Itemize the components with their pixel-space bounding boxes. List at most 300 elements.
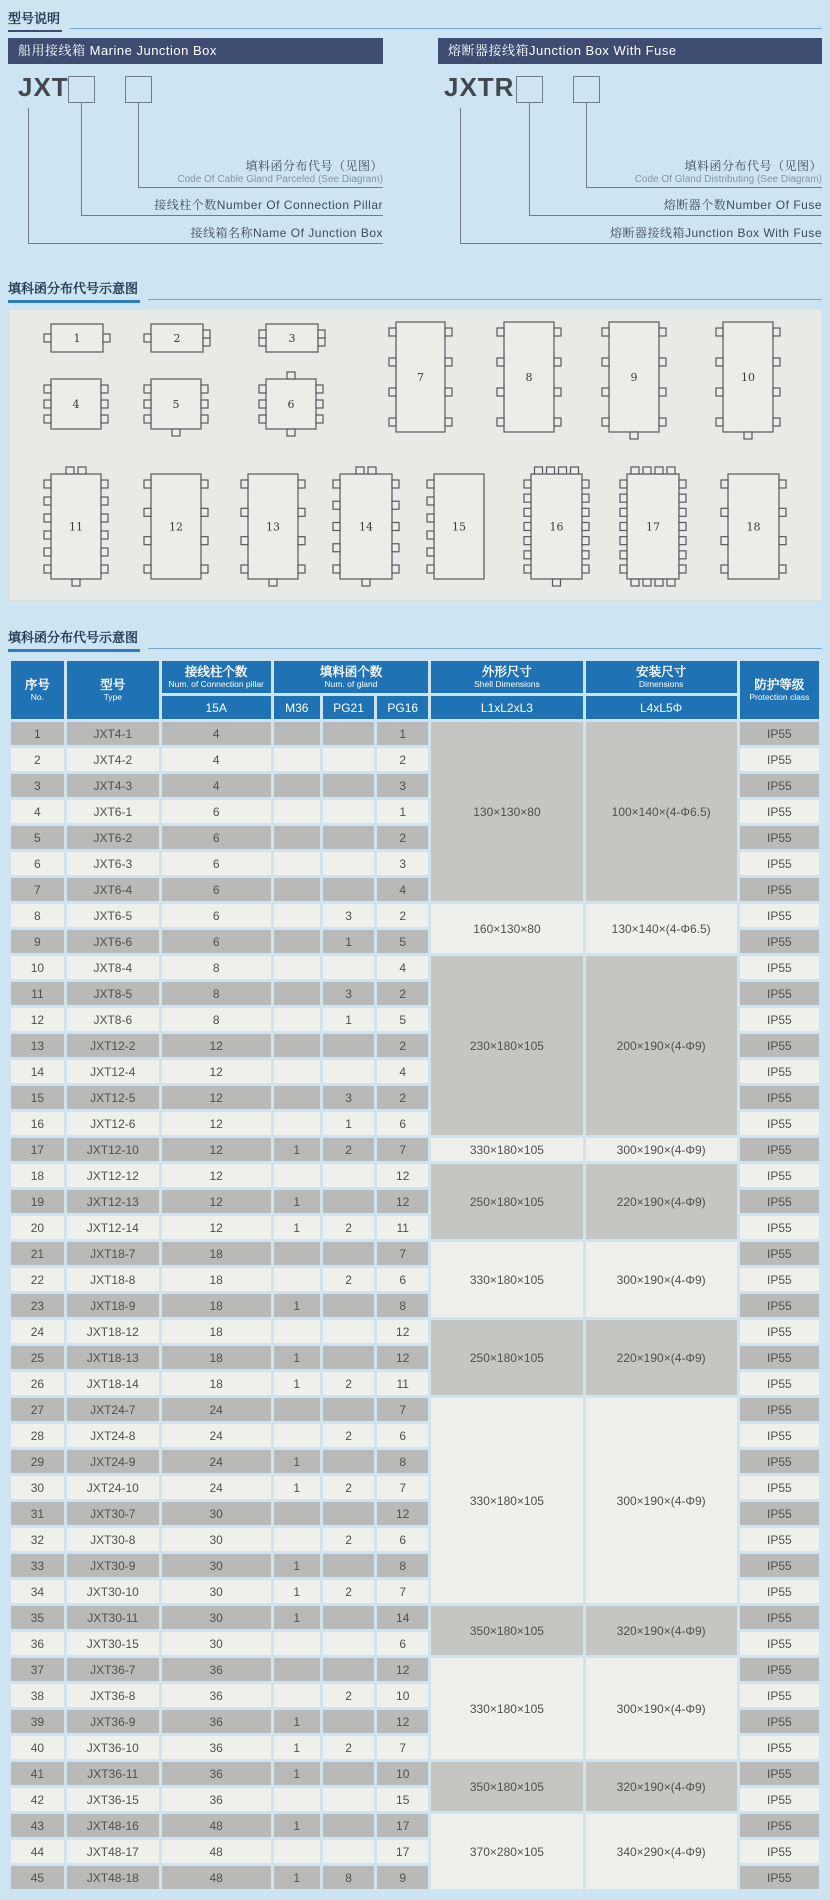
cell-protection-class: IP55	[740, 1632, 819, 1655]
model-legend	[8, 38, 822, 254]
col-header-type: 型号 Type	[67, 661, 159, 719]
gland-box-6-tab	[259, 400, 266, 408]
cell-m36	[274, 748, 320, 771]
cell-no: 27	[11, 1398, 64, 1421]
gland-box-4-tab	[44, 400, 51, 408]
cell-type: JXT36-8	[67, 1684, 159, 1707]
cell-pg21: 2	[323, 1528, 374, 1551]
gland-box-17-tab	[620, 523, 627, 531]
cell-protection-class: IP55	[740, 1086, 819, 1109]
cell-shell-dimensions: 160×130×80	[431, 904, 582, 953]
cell-m36: 1	[274, 1190, 320, 1213]
gland-box-5-tab	[144, 400, 151, 408]
legend-jxtr-header: 熔断器接线箱Junction Box With Fuse	[438, 38, 822, 64]
model-code-box	[516, 76, 543, 103]
cell-protection-class: IP55	[740, 956, 819, 979]
gland-box-17-tab	[679, 537, 686, 545]
gland-box-17-tab	[679, 551, 686, 559]
cell-no: 28	[11, 1424, 64, 1447]
gland-box-5-tab	[172, 429, 180, 436]
cell-pg16: 1	[377, 722, 428, 745]
gland-box-17-tab	[655, 467, 663, 474]
gland-box-17-tab	[620, 565, 627, 573]
cell-m36: 1	[274, 1216, 320, 1239]
cell-pg16: 4	[377, 1060, 428, 1083]
gland-box-3-number: 3	[288, 332, 296, 345]
cell-pg16: 7	[377, 1580, 428, 1603]
cell-mount-dimensions: 320×190×(4-Φ9)	[586, 1762, 737, 1811]
cell-shell-dimensions: 250×180×105	[431, 1164, 582, 1239]
gland-box-17-tab	[667, 579, 675, 586]
legend-jxt-diagram	[8, 64, 383, 254]
cell-m36	[274, 1398, 320, 1421]
cell-pg21: 2	[323, 1736, 374, 1759]
spec-table-body	[11, 722, 819, 1889]
gland-box-6-tab	[316, 415, 323, 423]
gland-box-11-tab	[101, 514, 108, 522]
table-row	[11, 1242, 819, 1265]
gland-box-6-tab	[287, 372, 295, 379]
gland-box-3-tab	[318, 330, 325, 338]
cell-pg16: 10	[377, 1684, 428, 1707]
cell-type: JXT30-7	[67, 1502, 159, 1525]
legend-jxtr	[438, 38, 822, 254]
cell-pg21	[323, 1190, 374, 1213]
gland-box-12-tab	[144, 565, 151, 573]
cell-pg21: 3	[323, 904, 374, 927]
cell-no: 26	[11, 1372, 64, 1395]
cell-mount-dimensions: 300×190×(4-Φ9)	[586, 1398, 737, 1603]
gland-box-16-tab	[535, 467, 543, 474]
cell-pg16: 17	[377, 1840, 428, 1863]
cell-15a: 30	[162, 1580, 271, 1603]
cell-pg21	[323, 1320, 374, 1343]
cell-type: JXT24-8	[67, 1424, 159, 1447]
gland-box-4-number: 4	[72, 398, 80, 411]
cell-pg16: 10	[377, 1762, 428, 1785]
cell-no: 13	[11, 1034, 64, 1057]
gland-box-11-tab	[66, 467, 74, 474]
cell-pg16: 2	[377, 982, 428, 1005]
gland-box-11-tab	[101, 531, 108, 539]
gland-box-2-tab	[203, 338, 210, 346]
cell-pg16: 2	[377, 748, 428, 771]
cell-pg21	[323, 1606, 374, 1629]
cell-no: 19	[11, 1190, 64, 1213]
gland-box-15-tab	[427, 514, 434, 522]
legend-label-zh: 填料函分布代号（见图）	[245, 159, 383, 173]
gland-box-9-tab	[602, 418, 609, 426]
cell-protection-class: IP55	[740, 1528, 819, 1551]
cell-15a: 4	[162, 774, 271, 797]
gland-box-13-tab	[241, 537, 248, 545]
cell-mount-dimensions: 130×140×(4-Φ6.5)	[586, 904, 737, 953]
gland-box-16-tab	[524, 537, 531, 545]
cell-type: JXT36-15	[67, 1788, 159, 1811]
cell-type: JXT24-7	[67, 1398, 159, 1421]
gland-box-17-tab	[631, 467, 639, 474]
gland-box-17-number: 17	[646, 520, 660, 534]
cell-no: 35	[11, 1606, 64, 1629]
cell-15a: 36	[162, 1762, 271, 1785]
cell-protection-class: IP55	[740, 1840, 819, 1863]
cell-pg16: 7	[377, 1736, 428, 1759]
cell-15a: 4	[162, 748, 271, 771]
legend-label	[460, 224, 822, 244]
cell-15a: 36	[162, 1658, 271, 1681]
table-row	[11, 1814, 819, 1837]
gland-box-17-tab	[643, 579, 651, 586]
cell-m36	[274, 1788, 320, 1811]
cell-type: JXT12-13	[67, 1190, 159, 1213]
gland-box-8-tab	[554, 388, 561, 396]
cell-mount-dimensions: 340×290×(4-Φ9)	[586, 1814, 737, 1889]
cell-protection-class: IP55	[740, 1580, 819, 1603]
cell-protection-class: IP55	[740, 1450, 819, 1473]
cell-protection-class: IP55	[740, 1060, 819, 1083]
cell-pg16: 17	[377, 1814, 428, 1837]
cell-no: 42	[11, 1788, 64, 1811]
section-title-spec-table: 填科函分布代号示意图	[8, 627, 140, 652]
gland-box-9-tab	[659, 388, 666, 396]
legend-label-zh: 接线柱个数Number Of Connection Pillar	[154, 198, 383, 212]
gland-box-12-tab	[201, 565, 208, 573]
gland-box-18-tab	[779, 480, 786, 488]
gland-box-13-tab	[241, 508, 248, 516]
cell-type: JXT36-7	[67, 1658, 159, 1681]
gland-box-14-tab	[356, 467, 364, 474]
gland-box-10-tab	[716, 418, 723, 426]
cell-m36: 1	[274, 1450, 320, 1473]
cell-type: JXT18-13	[67, 1346, 159, 1369]
legend-label-zh: 接线箱名称Name Of Junction Box	[190, 226, 383, 240]
cell-15a: 6	[162, 878, 271, 901]
gland-box-9-tab	[602, 328, 609, 336]
cell-no: 45	[11, 1866, 64, 1889]
cell-pg21	[323, 852, 374, 875]
cell-pg21	[323, 1034, 374, 1057]
cell-m36	[274, 904, 320, 927]
cell-pg21	[323, 1788, 374, 1811]
gland-box-9-tab	[659, 418, 666, 426]
cell-no: 3	[11, 774, 64, 797]
gland-box-4-tab	[44, 385, 51, 393]
cell-pg16: 14	[377, 1606, 428, 1629]
cell-m36: 1	[274, 1294, 320, 1317]
gland-box-17-tab	[679, 508, 686, 516]
cell-protection-class: IP55	[740, 1268, 819, 1291]
cell-protection-class: IP55	[740, 1372, 819, 1395]
legend-label	[586, 157, 822, 188]
gland-box-6-tab	[316, 400, 323, 408]
cell-type: JXT18-7	[67, 1242, 159, 1265]
cell-mount-dimensions: 220×190×(4-Φ9)	[586, 1320, 737, 1395]
cell-type: JXT6-5	[67, 904, 159, 927]
cell-15a: 24	[162, 1476, 271, 1499]
cell-no: 40	[11, 1736, 64, 1759]
gland-box-18-tab	[779, 508, 786, 516]
gland-box-5-tab	[201, 415, 208, 423]
title-rule	[70, 28, 822, 29]
cell-no: 2	[11, 748, 64, 771]
cell-pg16: 2	[377, 826, 428, 849]
cell-pg21: 8	[323, 1866, 374, 1889]
cell-pg21: 2	[323, 1424, 374, 1447]
cell-no: 43	[11, 1814, 64, 1837]
cell-protection-class: IP55	[740, 722, 819, 745]
gland-box-10-tab	[716, 358, 723, 366]
gland-box-18-tab	[779, 537, 786, 545]
cell-no: 10	[11, 956, 64, 979]
table-row	[11, 1606, 819, 1629]
cell-m36	[274, 1008, 320, 1031]
cell-15a: 8	[162, 1008, 271, 1031]
cell-pg16: 12	[377, 1710, 428, 1733]
cell-no: 12	[11, 1008, 64, 1031]
legend-label-zh: 熔断器个数Number Of Fuse	[663, 198, 822, 212]
cell-type: JXT48-17	[67, 1840, 159, 1863]
cell-pg16: 11	[377, 1216, 428, 1239]
cell-m36: 1	[274, 1580, 320, 1603]
cell-15a: 48	[162, 1840, 271, 1863]
cell-protection-class: IP55	[740, 748, 819, 771]
cell-pg21	[323, 1398, 374, 1421]
cell-mount-dimensions: 200×190×(4-Φ9)	[586, 956, 737, 1135]
cell-m36	[274, 1086, 320, 1109]
cell-type: JXT8-5	[67, 982, 159, 1005]
cell-pg21: 2	[323, 1138, 374, 1161]
cell-pg21: 2	[323, 1580, 374, 1603]
gland-box-2-tab	[203, 330, 210, 338]
cell-type: JXT8-4	[67, 956, 159, 979]
cell-protection-class: IP55	[740, 1190, 819, 1213]
cell-15a: 36	[162, 1684, 271, 1707]
gland-box-4-tab	[101, 385, 108, 393]
cell-15a: 12	[162, 1112, 271, 1135]
section-title-gland-diagram: 填科函分布代号示意图	[8, 278, 140, 303]
legend-jxt	[8, 38, 383, 254]
gland-box-9-tab	[659, 358, 666, 366]
col-header-protection: 防护等级 Protection class	[740, 661, 819, 719]
cell-pg16: 5	[377, 1008, 428, 1031]
gland-box-10-tab	[773, 388, 780, 396]
cell-m36: 1	[274, 1710, 320, 1733]
gland-box-18-number: 18	[746, 520, 761, 534]
cell-m36	[274, 1424, 320, 1447]
cell-type: JXT24-9	[67, 1450, 159, 1473]
gland-box-11-tab	[101, 565, 108, 573]
cell-protection-class: IP55	[740, 1034, 819, 1057]
cell-type: JXT12-5	[67, 1086, 159, 1109]
gland-box-16-tab	[524, 508, 531, 516]
cell-no: 21	[11, 1242, 64, 1265]
cell-15a: 30	[162, 1606, 271, 1629]
cell-no: 15	[11, 1086, 64, 1109]
title-rule	[148, 299, 822, 300]
cell-pg21	[323, 800, 374, 823]
gland-box-15-tab	[427, 565, 434, 573]
legend-label-en: Code Of Gland Distributing (See Diagram)	[634, 174, 822, 185]
cell-no: 7	[11, 878, 64, 901]
gland-box-14-tab	[333, 480, 340, 488]
gland-box-14-tab	[362, 579, 370, 586]
cell-shell-dimensions: 330×180×105	[431, 1398, 582, 1603]
gland-box-6-tab	[287, 429, 295, 436]
cell-m36	[274, 1164, 320, 1187]
cell-m36	[274, 800, 320, 823]
cell-protection-class: IP55	[740, 1658, 819, 1681]
legend-label	[28, 224, 383, 244]
cell-shell-dimensions: 230×180×105	[431, 956, 582, 1135]
table-row	[11, 722, 819, 745]
cell-pg16: 7	[377, 1476, 428, 1499]
cell-pg16: 4	[377, 956, 428, 979]
gland-box-7-tab	[445, 388, 452, 396]
gland-box-17-tab	[643, 467, 651, 474]
cell-protection-class: IP55	[740, 1138, 819, 1161]
cell-pg16: 6	[377, 1632, 428, 1655]
cell-protection-class: IP55	[740, 1164, 819, 1187]
cell-type: JXT36-9	[67, 1710, 159, 1733]
cell-type: JXT4-3	[67, 774, 159, 797]
cell-m36	[274, 1060, 320, 1083]
gland-box-16-tab	[524, 565, 531, 573]
gland-box-2-number: 2	[173, 332, 181, 345]
cell-protection-class: IP55	[740, 904, 819, 927]
cell-pg21	[323, 1762, 374, 1785]
gland-box-16-tab	[553, 579, 561, 586]
gland-box-4-tab	[101, 400, 108, 408]
gland-box-7-tab	[445, 358, 452, 366]
gland-box-17-tab	[679, 480, 686, 488]
cell-pg21	[323, 1242, 374, 1265]
cell-type: JXT8-6	[67, 1008, 159, 1031]
cell-15a: 30	[162, 1528, 271, 1551]
cell-pg21	[323, 1840, 374, 1863]
table-row	[11, 1762, 819, 1785]
gland-box-4-tab	[101, 415, 108, 423]
gland-box-12-number: 12	[169, 520, 183, 534]
legend-label	[529, 196, 822, 216]
cell-protection-class: IP55	[740, 1242, 819, 1265]
title-rule	[148, 648, 822, 649]
cell-type: JXT18-9	[67, 1294, 159, 1317]
cell-protection-class: IP55	[740, 1554, 819, 1577]
cell-m36: 1	[274, 1762, 320, 1785]
cell-15a: 18	[162, 1372, 271, 1395]
gland-box-15-tab	[427, 497, 434, 505]
cell-no: 33	[11, 1554, 64, 1577]
gland-box-18-tab	[721, 537, 728, 545]
cell-pg16: 12	[377, 1502, 428, 1525]
cell-protection-class: IP55	[740, 1606, 819, 1629]
gland-box-6-tab	[259, 415, 266, 423]
cell-pg21	[323, 956, 374, 979]
gland-box-17-tab	[620, 551, 627, 559]
cell-m36	[274, 722, 320, 745]
cell-protection-class: IP55	[740, 1216, 819, 1239]
gland-box-12-tab	[201, 537, 208, 545]
cell-type: JXT18-12	[67, 1320, 159, 1343]
cell-type: JXT30-15	[67, 1632, 159, 1655]
cell-no: 25	[11, 1346, 64, 1369]
cell-m36	[274, 1112, 320, 1135]
col-header-gland: 填料函个数 Num. of gland	[274, 661, 429, 693]
gland-box-16-tab	[582, 508, 589, 516]
gland-box-11-tab	[44, 514, 51, 522]
table-row	[11, 1398, 819, 1421]
cell-pg16: 3	[377, 852, 428, 875]
cell-pg16: 9	[377, 1866, 428, 1889]
cell-pg16: 6	[377, 1268, 428, 1291]
gland-box-11-tab	[101, 548, 108, 556]
cell-no: 5	[11, 826, 64, 849]
gland-box-5-tab	[144, 385, 151, 393]
gland-box-11-tab	[44, 480, 51, 488]
cell-pg16: 8	[377, 1294, 428, 1317]
cell-pg21	[323, 748, 374, 771]
gland-box-17-tab	[631, 579, 639, 586]
cell-no: 32	[11, 1528, 64, 1551]
gland-box-14-tab	[333, 544, 340, 552]
cell-15a: 24	[162, 1398, 271, 1421]
cell-m36	[274, 1840, 320, 1863]
subcol-m36: M36	[274, 696, 320, 719]
legend-label	[138, 157, 383, 188]
cell-type: JXT6-4	[67, 878, 159, 901]
cell-pg16: 7	[377, 1242, 428, 1265]
cell-15a: 6	[162, 852, 271, 875]
gland-box-8-tab	[554, 358, 561, 366]
gland-box-17-tab	[620, 508, 627, 516]
cell-protection-class: IP55	[740, 1788, 819, 1811]
cell-m36	[274, 1528, 320, 1551]
gland-box-13-tab	[269, 579, 277, 586]
cell-no: 37	[11, 1658, 64, 1681]
cell-protection-class: IP55	[740, 1762, 819, 1785]
gland-box-11-tab	[44, 497, 51, 505]
cell-protection-class: IP55	[740, 1476, 819, 1499]
gland-box-10-tab	[773, 358, 780, 366]
cell-no: 30	[11, 1476, 64, 1499]
gland-box-13-tab	[298, 537, 305, 545]
model-code-box	[125, 76, 152, 103]
cell-m36	[274, 1684, 320, 1707]
cell-no: 18	[11, 1164, 64, 1187]
cell-type: JXT18-8	[67, 1268, 159, 1291]
cell-15a: 6	[162, 826, 271, 849]
cell-no: 17	[11, 1138, 64, 1161]
cell-type: JXT30-11	[67, 1606, 159, 1629]
cell-pg16: 6	[377, 1528, 428, 1551]
cell-15a: 8	[162, 956, 271, 979]
gland-box-8-tab	[497, 418, 504, 426]
gland-box-11-number: 11	[69, 520, 83, 534]
table-row	[11, 956, 819, 979]
gland-box-14-tab	[392, 565, 399, 573]
cell-pg16: 1	[377, 800, 428, 823]
gland-box-8-tab	[497, 358, 504, 366]
cell-pg16: 8	[377, 1450, 428, 1473]
cell-pg21: 3	[323, 1086, 374, 1109]
cell-shell-dimensions: 350×180×105	[431, 1762, 582, 1811]
gland-box-12-tab	[201, 480, 208, 488]
gland-box-7-number: 7	[417, 371, 424, 384]
legend-label-en: Code Of Cable Gland Parceled (See Diagram)	[177, 174, 383, 185]
cell-no: 41	[11, 1762, 64, 1785]
gland-box-10-tab	[716, 388, 723, 396]
gland-box-13-tab	[241, 480, 248, 488]
